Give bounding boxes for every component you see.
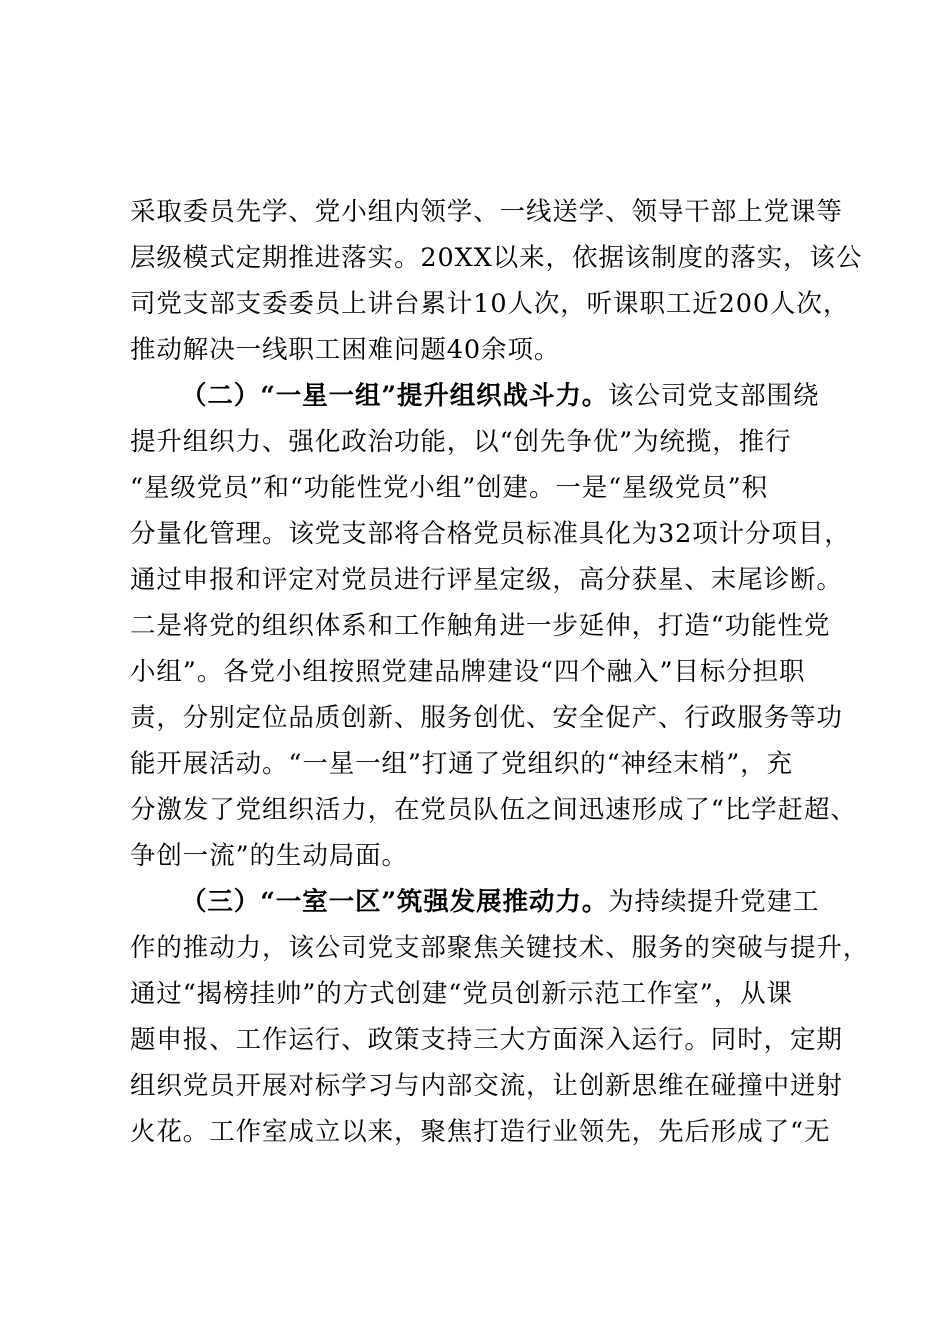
body-line: 推动解决一线职工困难问题40余项。 (130, 335, 561, 365)
body-line: 分量化管理。该党支部将合格党员标准具化为32项计分项目， (130, 519, 851, 549)
body-line: 层级模式定期推进落实。20XX以来，依据该制度的落实，该公 (130, 243, 863, 273)
body-line: 能开展活动。“一星一组”打通了党组织的“神经末梢”，充 (130, 749, 793, 779)
body-line: 通过“揭榜挂帅”的方式创建“党员创新示范工作室”，从课 (130, 979, 793, 1009)
body-line: 分激发了党组织活力，在党员队伍之间迅速形成了“比学赶超、 (130, 795, 857, 825)
body-line: 作的推动力，该公司党支部聚焦关键技术、服务的突破与提升， (130, 933, 870, 963)
body-text: 该公司党支部围绕 (608, 381, 820, 411)
section-heading: （三）“一室一区”筑强发展推动力。 (181, 887, 609, 917)
body-line: 争创一流”的生动局面。 (130, 841, 408, 871)
body-line: 小组”。各党小组按照党建品牌建设“四个融入”目标分担职 (130, 657, 806, 687)
body-line: “星级党员”和“功能性党小组”创建。一是“星级党员”积 (130, 473, 769, 503)
body-line: 题申报、工作运行、政策支持三大方面深入运行。同时，定期 (130, 1025, 843, 1055)
body-line: 司党支部支委委员上讲台累计10人次，听课职工近200人次， (130, 289, 850, 319)
body-line: 通过申报和评定对党员进行评星定级，高分获星、末尾诊断。 (130, 565, 843, 595)
section-heading: （二）“一星一组”提升组织战斗力。 (181, 381, 609, 411)
paragraph-first-line (181, 886, 819, 918)
body-line: 组织党员开展对标学习与内部交流，让创新思维在碰撞中迸射 (130, 1071, 843, 1101)
body-line: 责，分别定位品质创新、服务创优、安全促产、行政服务等功 (130, 703, 843, 733)
body-line: 火花。工作室成立以来，聚焦打造行业领先，先后形成了“无 (130, 1117, 831, 1147)
paragraph-first-line (181, 380, 819, 412)
body-line: 采取委员先学、党小组内领学、一线送学、领导干部上党课等 (130, 197, 843, 227)
body-line: 提升组织力、强化政治功能，以“创先争优”为统揽，推行 (130, 427, 792, 457)
body-text: 为持续提升党建工 (608, 887, 820, 917)
body-line: 二是将党的组织体系和工作触角进一步延伸，打造“功能性党 (130, 611, 831, 641)
